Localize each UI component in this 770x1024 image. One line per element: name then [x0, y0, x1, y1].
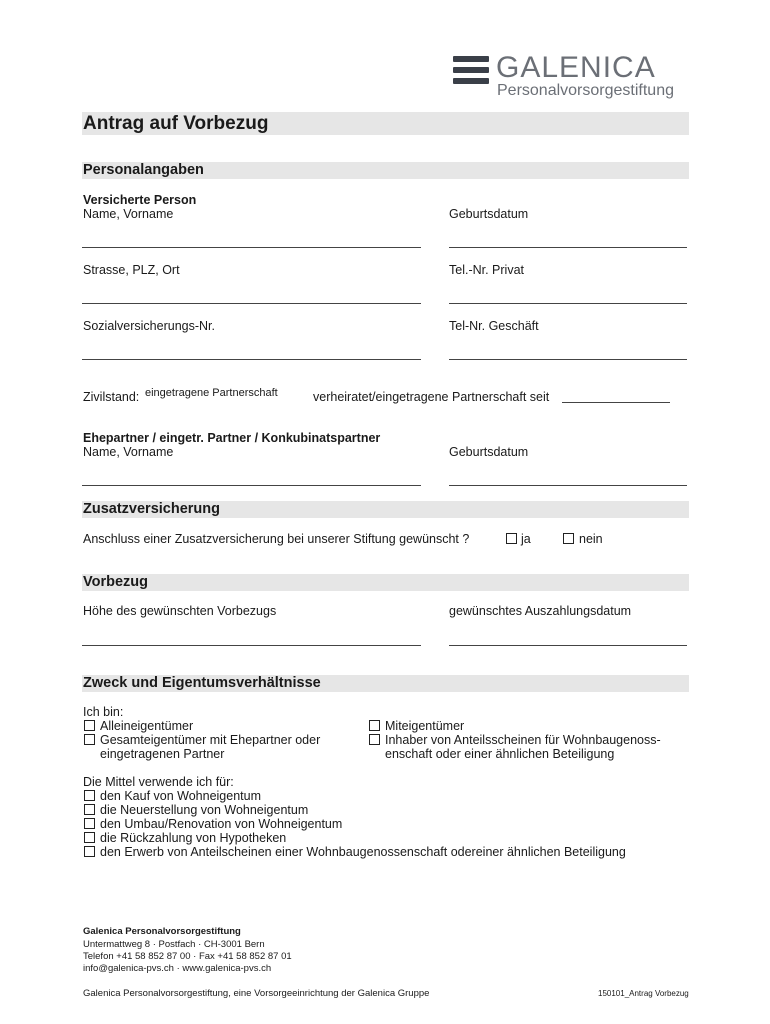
birthdate-field[interactable] [449, 247, 687, 248]
owner-joint-label-2: eingetragenen Partner [100, 747, 225, 761]
tel-private-field[interactable] [449, 303, 687, 304]
section-bar-withdrawal [82, 574, 689, 591]
payout-date-label: gewünschtes Auszahlungsdatum [449, 604, 632, 618]
amount-field[interactable] [82, 645, 421, 646]
share-holder-label-1: Inhaber von Anteilsscheinen für Wohnbaugenoss- [385, 733, 661, 747]
section-heading-purpose: Zweck und Eigentumsverhältnisse [83, 675, 321, 691]
supplementary-yes-checkbox[interactable] [506, 533, 517, 544]
share-holder-label-2: enschaft oder einer ähnlichen Beteiligung [385, 747, 615, 761]
birthdate-label: Geburtsdatum [449, 207, 529, 221]
use-renovation-checkbox[interactable] [84, 818, 95, 829]
use-construction-checkbox[interactable] [84, 804, 95, 815]
footer-org: Galenica Personalvorsorgestiftung [83, 926, 241, 937]
owner-joint-checkbox[interactable] [84, 734, 95, 745]
footer-address: Untermattweg 8 · Postfach · CH-3001 Bern [83, 939, 265, 950]
section-heading-personal: Personalangaben [83, 162, 204, 178]
footer-doc-code: 150101_Antrag Vorbezug [598, 989, 689, 998]
owner-joint-label-1: Gesamteigentümer mit Ehepartner oder [100, 733, 321, 747]
i-am-label: Ich bin: [83, 705, 124, 719]
married-since-label: verheiratet/eingetragene Partnerschaft seit [313, 390, 550, 404]
footer-phone: Telefon +41 58 852 87 00 · Fax +41 58 852 87 01 [83, 951, 292, 962]
street-label: Strasse, PLZ, Ort [83, 263, 180, 277]
partner-name-label: Name, Vorname [83, 445, 174, 459]
married-since-field[interactable] [562, 402, 670, 403]
co-owner-label: Miteigentümer [385, 719, 465, 733]
use-shares-label: den Erwerb von Anteilscheinen einer Wohnbaugenossenschaft odereiner ähnlichen Beteiligung [100, 845, 626, 859]
ssn-field[interactable] [82, 359, 421, 360]
co-owner-checkbox[interactable] [369, 720, 380, 731]
use-construction-label: die Neuerstellung von Wohneigentum [100, 803, 309, 817]
section-heading-supplementary: Zusatzversicherung [83, 501, 220, 517]
footer-tagline: Galenica Personalvorsorgestiftung, eine Vorsorgeeinrichtung der Galenica Gruppe [83, 988, 430, 999]
use-mortgage-label: die Rückzahlung von Hypotheken [100, 831, 287, 845]
partner-name-field[interactable] [82, 485, 421, 486]
page-title: Antrag auf Vorbezug [83, 113, 269, 134]
partner-birthdate-label: Geburtsdatum [449, 445, 529, 459]
use-mortgage-checkbox[interactable] [84, 832, 95, 843]
supplementary-no-checkbox[interactable] [563, 533, 574, 544]
partner-heading: Ehepartner / eingetr. Partner / Konkubinatspartner [83, 431, 381, 445]
use-shares-checkbox[interactable] [84, 846, 95, 857]
logo-name: GALENICA [496, 51, 656, 84]
tel-business-field[interactable] [449, 359, 687, 360]
owner-sole-label: Alleineigentümer [100, 719, 194, 733]
supplementary-no-label: nein [579, 532, 603, 546]
partner-birthdate-field[interactable] [449, 485, 687, 486]
footer-web: info@galenica-pvs.ch · www.galenica-pvs.ch [83, 963, 272, 974]
share-holder-checkbox[interactable] [369, 734, 380, 745]
civil-status-label: Zivilstand: [83, 390, 140, 404]
use-renovation-label: den Umbau/Renovation von Wohneigentum [100, 817, 343, 831]
use-purchase-label: den Kauf von Wohneigentum [100, 789, 261, 803]
payout-date-field[interactable] [449, 645, 687, 646]
supplementary-question: Anschluss einer Zusatzversicherung bei unserer Stiftung gewünscht ? [83, 532, 470, 546]
section-heading-withdrawal: Vorbezug [83, 574, 148, 590]
tel-private-label: Tel.-Nr. Privat [449, 263, 525, 277]
funds-label: Die Mittel verwende ich für: [83, 775, 234, 789]
insured-heading: Versicherte Person [83, 193, 197, 207]
civil-status-value[interactable]: eingetragene Partnerschaft [145, 387, 278, 399]
logo-icon [453, 56, 489, 86]
amount-label: Höhe des gewünschten Vorbezugs [83, 604, 277, 618]
ssn-label: Sozialversicherungs-Nr. [83, 319, 215, 333]
logo-subtitle: Personalvorsorgestiftung [497, 82, 674, 99]
name-field[interactable] [82, 247, 421, 248]
use-purchase-checkbox[interactable] [84, 790, 95, 801]
owner-sole-checkbox[interactable] [84, 720, 95, 731]
tel-business-label: Tel-Nr. Geschäft [449, 319, 539, 333]
name-label: Name, Vorname [83, 207, 174, 221]
supplementary-yes-label: ja [521, 532, 531, 546]
street-field[interactable] [82, 303, 421, 304]
